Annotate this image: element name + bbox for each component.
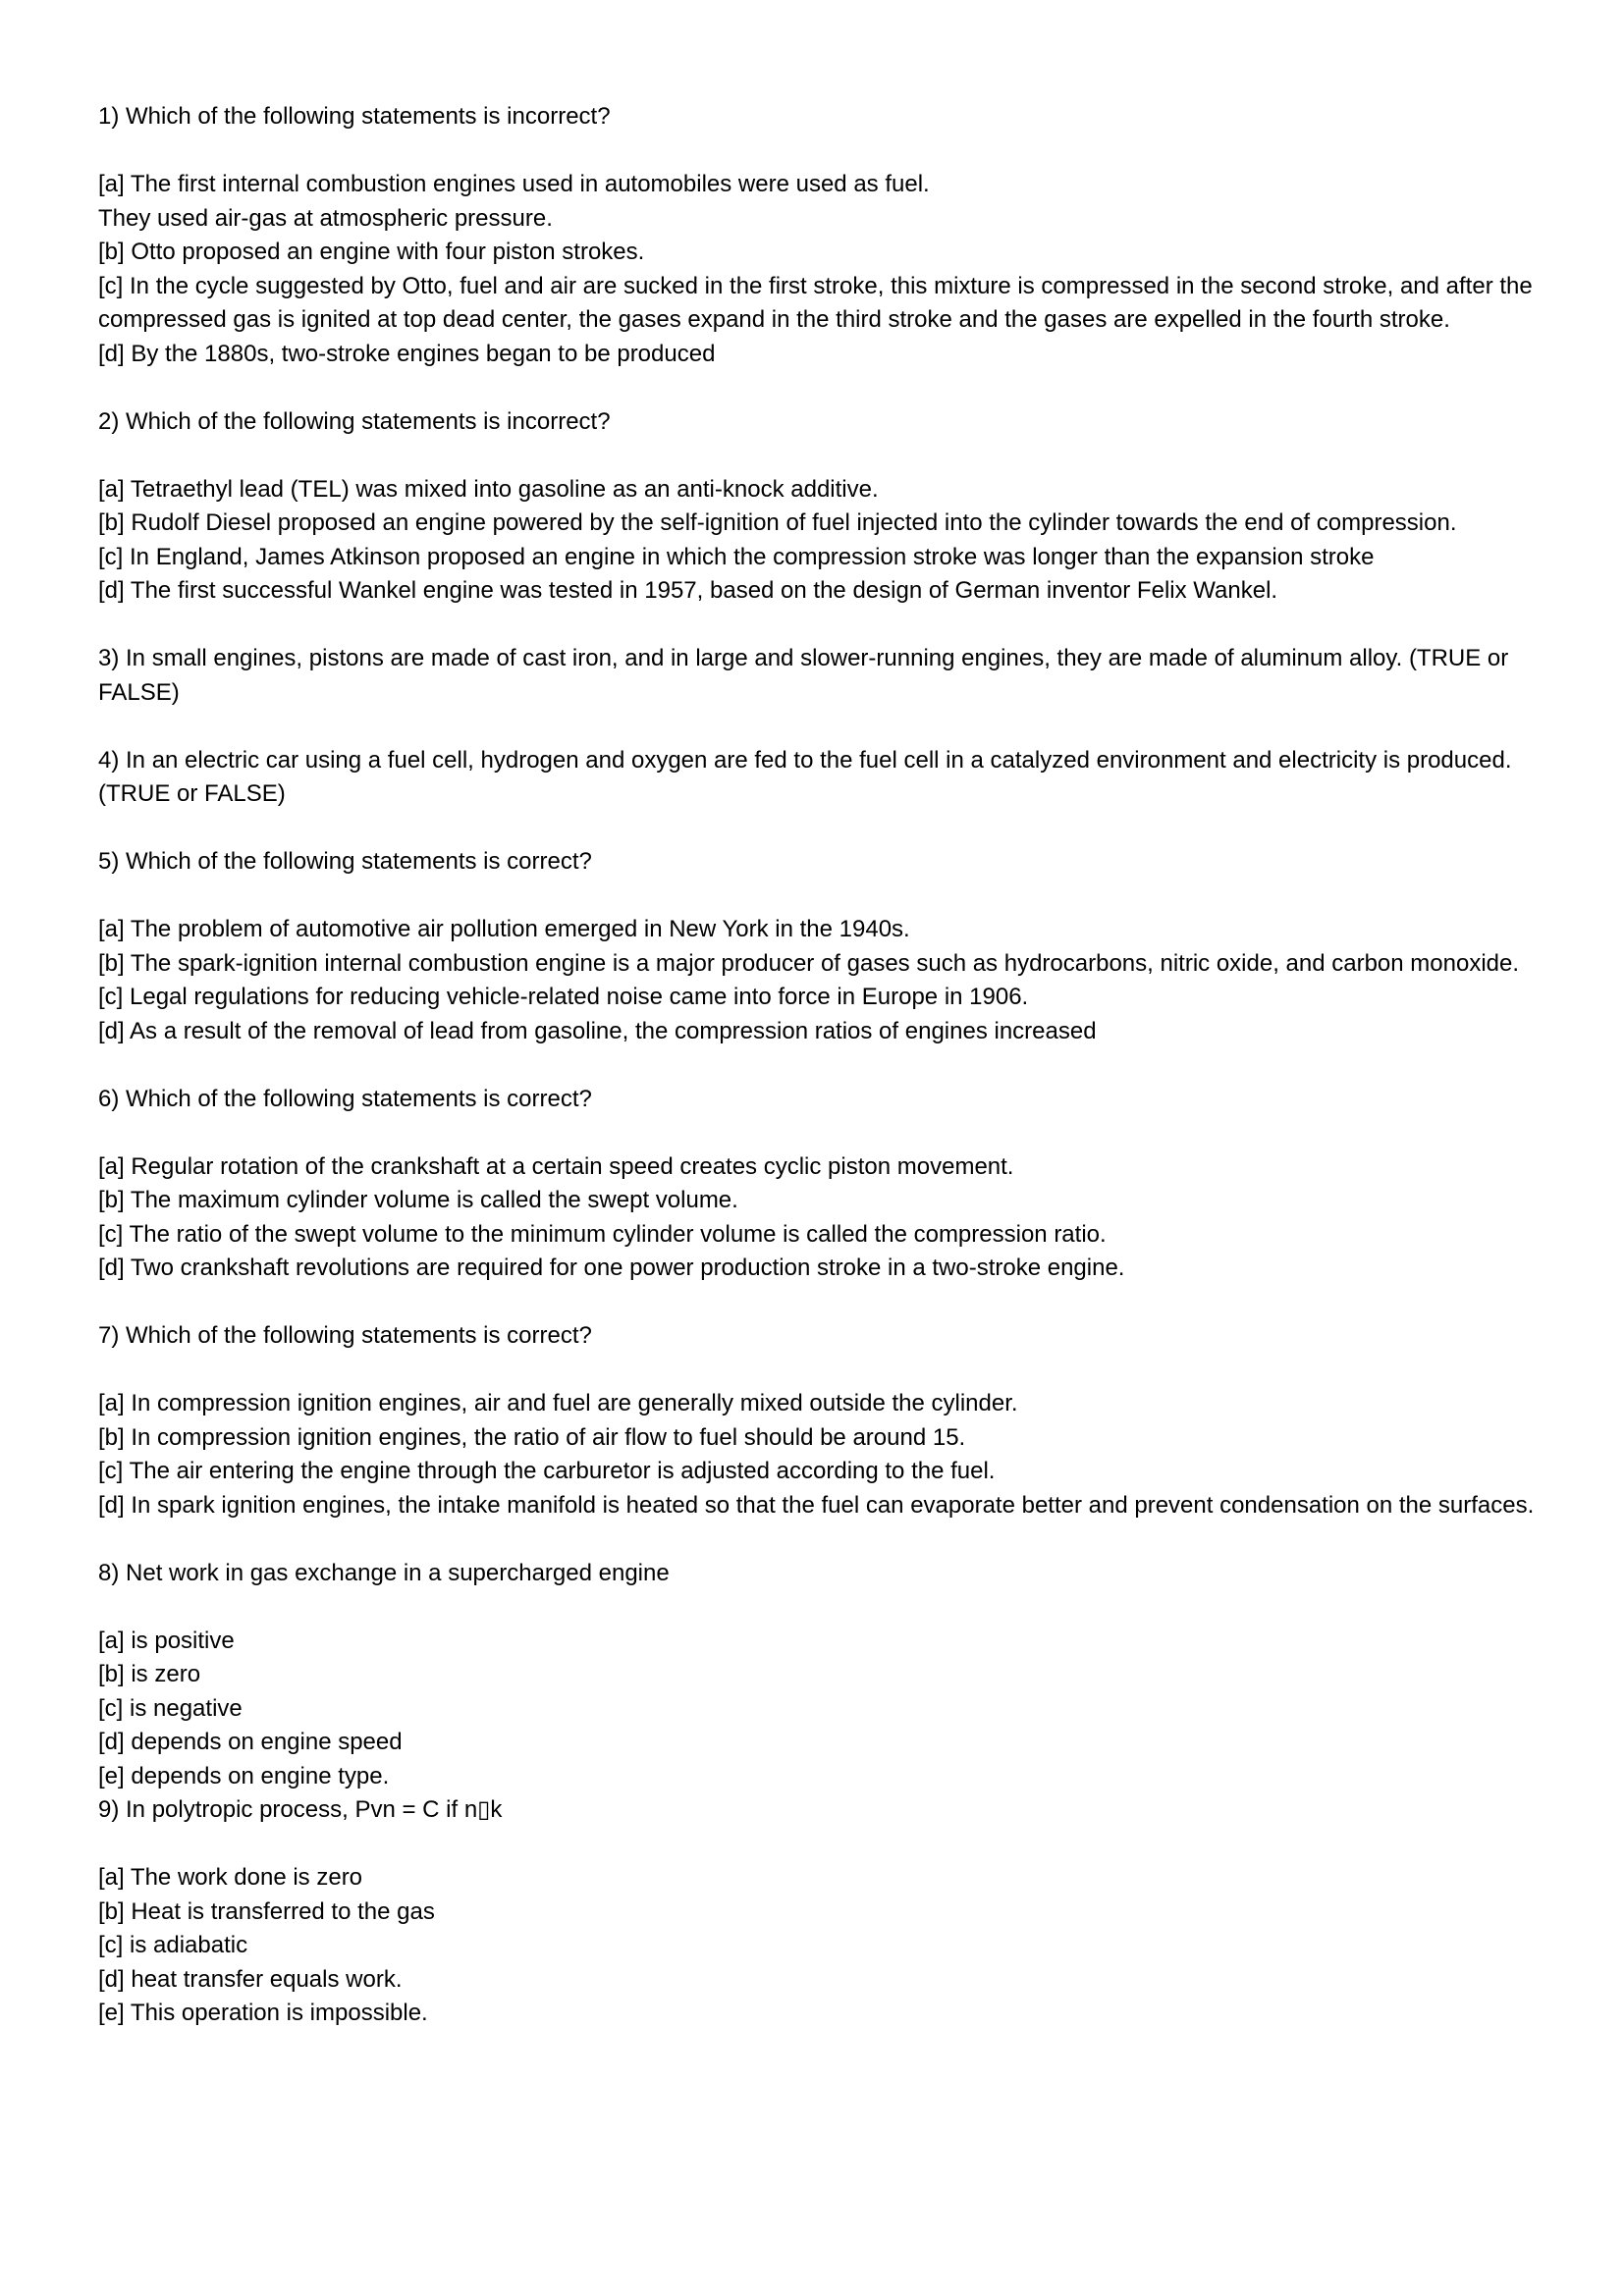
question-8-title: 8) Net work in gas exchange in a supercharged engine [98, 1559, 670, 1586]
question-9-option-b: [b] Heat is transferred to the gas [98, 1897, 435, 1925]
question-4-title: 4) In an electric car using a fuel cell, hydrogen and oxygen are fed to the fuel cell in a catalyzed environment and electricity is produced. (TRUE or FALSE) [98, 746, 1512, 807]
question-5 [98, 845, 1542, 1048]
question-2-title: 2) Which of the following statements is incorrect? [98, 407, 611, 435]
question-2-option-c: [c] In England, James Atkinson proposed an engine in which the compression stroke was longer than the expansion stroke [98, 543, 1375, 570]
question-6-title: 6) Which of the following statements is correct? [98, 1085, 592, 1112]
question-2 [98, 405, 1542, 609]
question-9 [98, 1793, 1542, 2031]
question-8 [98, 1557, 1542, 1794]
question-7-option-c: [c] The air entering the engine through the carburetor is adjusted according to the fuel. [98, 1458, 996, 1484]
question-7-option-a: [a] In compression ignition engines, air and fuel are generally mixed outside the cylinder. [98, 1390, 1018, 1416]
question-7-option-b: [b] In compression ignition engines, the ratio of air flow to fuel should be around 15. [98, 1423, 966, 1451]
question-1-option-a: [a] The first internal combustion engines used in automobiles were used as fuel. [98, 171, 930, 197]
question-8-option-e: [e] depends on engine type. [98, 1762, 390, 1789]
document-page [98, 100, 1542, 2031]
question-8-option-d: [d] depends on engine speed [98, 1729, 403, 1755]
question-1-option-d: [d] By the 1880s, two-stroke engines began to be produced [98, 340, 716, 367]
question-8-option-b: [b] is zero [98, 1661, 201, 1687]
question-6 [98, 1083, 1542, 1286]
question-1-option-b: [b] Otto proposed an engine with four piston strokes. [98, 239, 645, 265]
question-7-option-d: [d] In spark ignition engines, the intake manifold is heated so that the fuel can evaporate better and prevent condensation on the surfaces. [98, 1491, 1535, 1519]
question-6-option-d: [d] Two crankshaft revolutions are required for one power production stroke in a two-stroke engine. [98, 1255, 1125, 1281]
question-6-option-a: [a] Regular rotation of the crankshaft at a certain speed creates cyclic piston movement. [98, 1152, 1014, 1180]
question-2-option-b: [b] Rudolf Diesel proposed an engine powered by the self-ignition of fuel injected into the cylinder towards the end of compression. [98, 509, 1457, 536]
question-9-option-e: [e] This operation is impossible. [98, 2000, 428, 2026]
question-9-option-c: [c] is adiabatic [98, 1932, 248, 1958]
question-9-title: 9) In polytropic process, Pvn = C if n▯k [98, 1796, 503, 1823]
question-1-title: 1) Which of the following statements is incorrect? [98, 103, 611, 130]
question-1-option-a-continued: They used air-gas at atmospheric pressure. [98, 204, 553, 232]
question-2-option-a: [a] Tetraethyl lead (TEL) was mixed into gasoline as an anti-knock additive. [98, 475, 879, 503]
question-2-option-d: [d] The first successful Wankel engine was tested in 1957, based on the design of German inventor Felix Wankel. [98, 577, 1278, 604]
question-9-option-a: [a] The work done is zero [98, 1864, 363, 1891]
question-5-title: 5) Which of the following statements is correct? [98, 848, 592, 875]
question-4 [98, 744, 1542, 812]
question-8-option-a: [a] is positive [98, 1627, 235, 1654]
question-3 [98, 642, 1542, 710]
question-5-option-a: [a] The problem of automotive air pollution emerged in New York in the 1940s. [98, 916, 910, 942]
question-7 [98, 1319, 1542, 1522]
question-9-option-d: [d] heat transfer equals work. [98, 1965, 403, 1993]
question-6-option-c: [c] The ratio of the swept volume to the minimum cylinder volume is called the compression ratio. [98, 1220, 1107, 1248]
question-5-option-d: [d] As a result of the removal of lead from gasoline, the compression ratios of engines increased [98, 1017, 1097, 1044]
question-6-option-b: [b] The maximum cylinder volume is called the swept volume. [98, 1187, 738, 1213]
question-3-title: 3) In small engines, pistons are made of cast iron, and in large and slower-running engines, they are made of aluminum alloy. (TRUE or FALSE) [98, 645, 1509, 706]
question-5-option-b: [b] The spark-ignition internal combustion engine is a major producer of gases such as hydrocarbons, nitric oxide, and carbon monoxide. [98, 949, 1520, 977]
question-7-title: 7) Which of the following statements is correct? [98, 1322, 592, 1349]
question-1 [98, 100, 1542, 371]
question-8-option-c: [c] is negative [98, 1694, 243, 1722]
question-5-option-c: [c] Legal regulations for reducing vehicle-related noise came into force in Europe in 1906. [98, 984, 1029, 1010]
question-1-option-c: [c] In the cycle suggested by Otto, fuel and air are sucked in the first stroke, this mixture is compressed in the second stroke, and after the compressed gas is ignited at top dead center, the gases expand in the third stroke and the gases are expelled in the fourth stroke. [98, 272, 1533, 333]
